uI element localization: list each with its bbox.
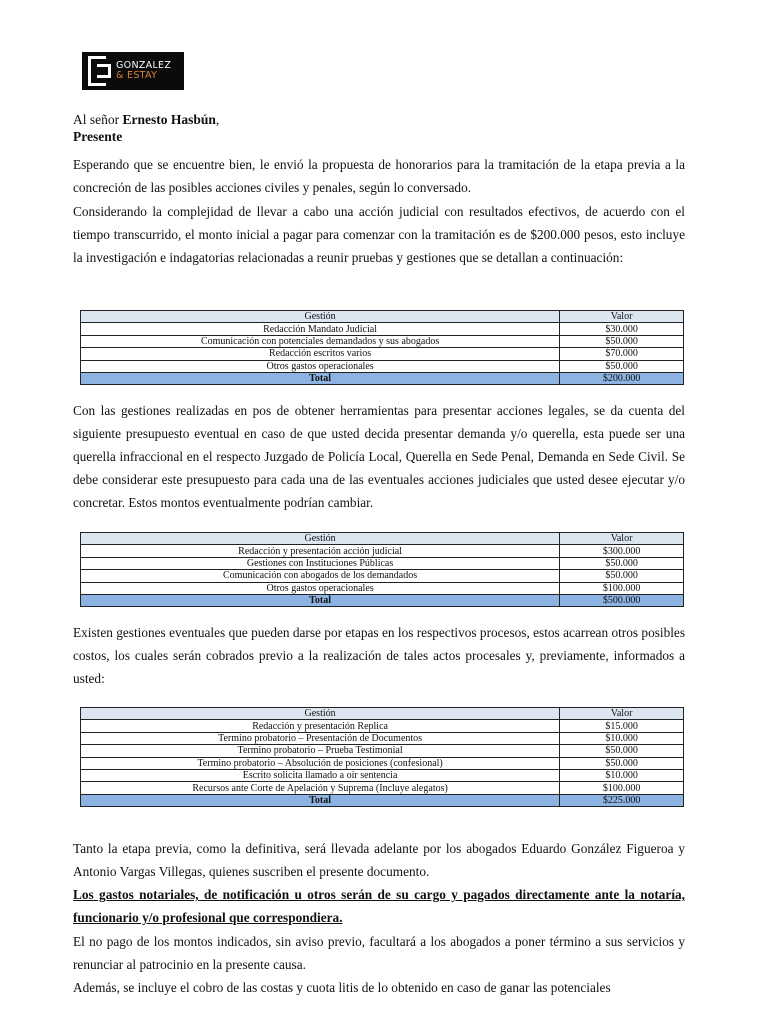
cell-valor: $50.000 (560, 745, 684, 757)
cell-gestion: Redacción Mandato Judicial (81, 323, 560, 335)
table-row (81, 557, 684, 569)
paragraph-costs: Además, se incluye el cobro de las costas y cuota litis de lo obtenido en caso de ganar las potenciales (73, 980, 611, 995)
total-label: Total (81, 794, 560, 806)
table-header-row (81, 311, 684, 323)
cell-valor: $50.000 (560, 335, 684, 347)
table-row (81, 348, 684, 360)
logo-line1: GONZALEZ (116, 60, 172, 71)
paragraph-lawyers: Tanto la etapa previa, como la definitiva, será llevada adelante por los abogados Eduardo González Figueroa y Antonio Vargas Villegas, quienes suscriben el presente documento. (73, 841, 685, 879)
cell-valor: $10.000 (560, 732, 684, 744)
table-row (81, 360, 684, 372)
table-row (81, 732, 684, 744)
cell-gestion: Otros gastos operacionales (81, 360, 560, 372)
paragraph-eventual-budget: Con las gestiones realizadas en pos de obtener herramientas para presentar acciones legales, se da cuenta del siguiente presupuesto eventual en caso de que usted decida presentar demanda y/o querella, esta puede ser una querella infraccional en el respecto Juzgado de Policía Local, Querella en Sede Penal, Demanda en Sede Civil. Se debe considerar este presupuesto para cada una de las eventuales acciones judiciales que usted desee ejecutar y/o concretar. Estos montos eventualmente podrían cambiar. (73, 403, 685, 510)
cell-gestion: Termino probatorio – Absolución de posiciones (confesional) (81, 757, 560, 769)
addressee-block (73, 111, 219, 145)
cell-gestion: Gestiones con Instituciones Públicas (81, 557, 560, 569)
table-header-row (81, 708, 684, 720)
table-row (81, 545, 684, 557)
cell-gestion: Escrito solicita llamado a oír sentencia (81, 769, 560, 781)
table-total-row (81, 594, 684, 606)
cell-valor: $30.000 (560, 323, 684, 335)
paragraph-initial-amount: Considerando la complejidad de llevar a cabo una acción judicial con resultados efectivos, de acuerdo con el tiempo transcurrido, el monto inicial a pagar para comenzar con la tramitación es de $200.000 pesos, esto incluye la investigación e indagatorias relacionadas a reunir pruebas y gestiones que se detallan a continuación: (73, 204, 685, 265)
total-value: $225.000 (560, 794, 684, 806)
cell-gestion: Termino probatorio – Prueba Testimonial (81, 745, 560, 757)
cell-valor: $70.000 (560, 348, 684, 360)
cell-valor: $50.000 (560, 360, 684, 372)
cell-gestion: Otros gastos operacionales (81, 582, 560, 594)
table-row (81, 745, 684, 757)
table-row (81, 769, 684, 781)
cell-valor: $50.000 (560, 570, 684, 582)
table-row (81, 782, 684, 794)
cell-valor: $50.000 (560, 757, 684, 769)
cell-valor: $50.000 (560, 557, 684, 569)
cell-valor: $100.000 (560, 582, 684, 594)
addressee-suffix: , (215, 112, 220, 127)
cell-gestion: Redacción escritos varios (81, 348, 560, 360)
table-row (81, 720, 684, 732)
cell-valor: $300.000 (560, 545, 684, 557)
total-value: $200.000 (560, 372, 684, 384)
cell-valor: $15.000 (560, 720, 684, 732)
table-row (81, 570, 684, 582)
cell-valor: $100.000 (560, 782, 684, 794)
table-total-row (81, 372, 684, 384)
paragraph-intro: Esperando que se encuentre bien, le envió la propuesta de honorarios para la tramitación de la etapa previa a la concreción de las posibles acciones civiles y penales, según lo conversado. (73, 157, 685, 195)
cell-gestion: Recursos ante Corte de Apelación y Suprema (Incluye alegatos) (81, 782, 560, 794)
logo-line2: & ESTAY (116, 70, 158, 81)
table-row (81, 582, 684, 594)
table-row (81, 323, 684, 335)
paragraph-stages: Existen gestiones eventuales que pueden darse por etapas en los respectivos procesos, estos acarrean otros posibles costos, los cuales serán cobrados previo a la realización de tales actos procesales y, previamente, informados a usted: (73, 625, 685, 686)
cell-gestion: Comunicación con abogados de los demandados (81, 570, 560, 582)
table-header-row (81, 533, 684, 545)
company-logo (82, 52, 184, 90)
header-valor: Valor (560, 311, 684, 323)
header-valor: Valor (560, 708, 684, 720)
paragraph-non-payment: El no pago de los montos indicados, sin aviso previo, facultará a los abogados a poner término a sus servicios y renunciar al patrocinio en la presente causa. (73, 934, 685, 972)
header-gestion: Gestión (81, 311, 560, 323)
cell-gestion: Redacción y presentación Replica (81, 720, 560, 732)
logo-mark-icon (88, 56, 114, 86)
cell-gestion: Termino probatorio – Presentación de Documentos (81, 732, 560, 744)
cell-gestion: Comunicación con potenciales demandados y sus abogados (81, 335, 560, 347)
cell-gestion: Redacción y presentación acción judicial (81, 545, 560, 557)
header-gestion: Gestión (81, 533, 560, 545)
addressee-name: Ernesto Hasbún (122, 112, 216, 127)
total-label: Total (81, 594, 560, 606)
logo-text (116, 61, 171, 81)
fees-table-eventual (80, 532, 684, 607)
paragraph-notary-costs: Los gastos notariales, de notificación u otros serán de su cargo y pagados directamente ante la notaría, funcionario y/o profesional que correspondiera. (73, 887, 685, 925)
header-valor: Valor (560, 533, 684, 545)
header-gestion: Gestión (81, 708, 560, 720)
addressee-prefix: Al señor (73, 112, 123, 127)
total-label: Total (81, 372, 560, 384)
addressee-presente: Presente (73, 129, 123, 144)
total-value: $500.000 (560, 594, 684, 606)
table-row (81, 335, 684, 347)
cell-valor: $10.000 (560, 769, 684, 781)
table-row (81, 757, 684, 769)
table-total-row (81, 794, 684, 806)
fees-table-initial (80, 310, 684, 385)
fees-table-stages (80, 707, 684, 807)
